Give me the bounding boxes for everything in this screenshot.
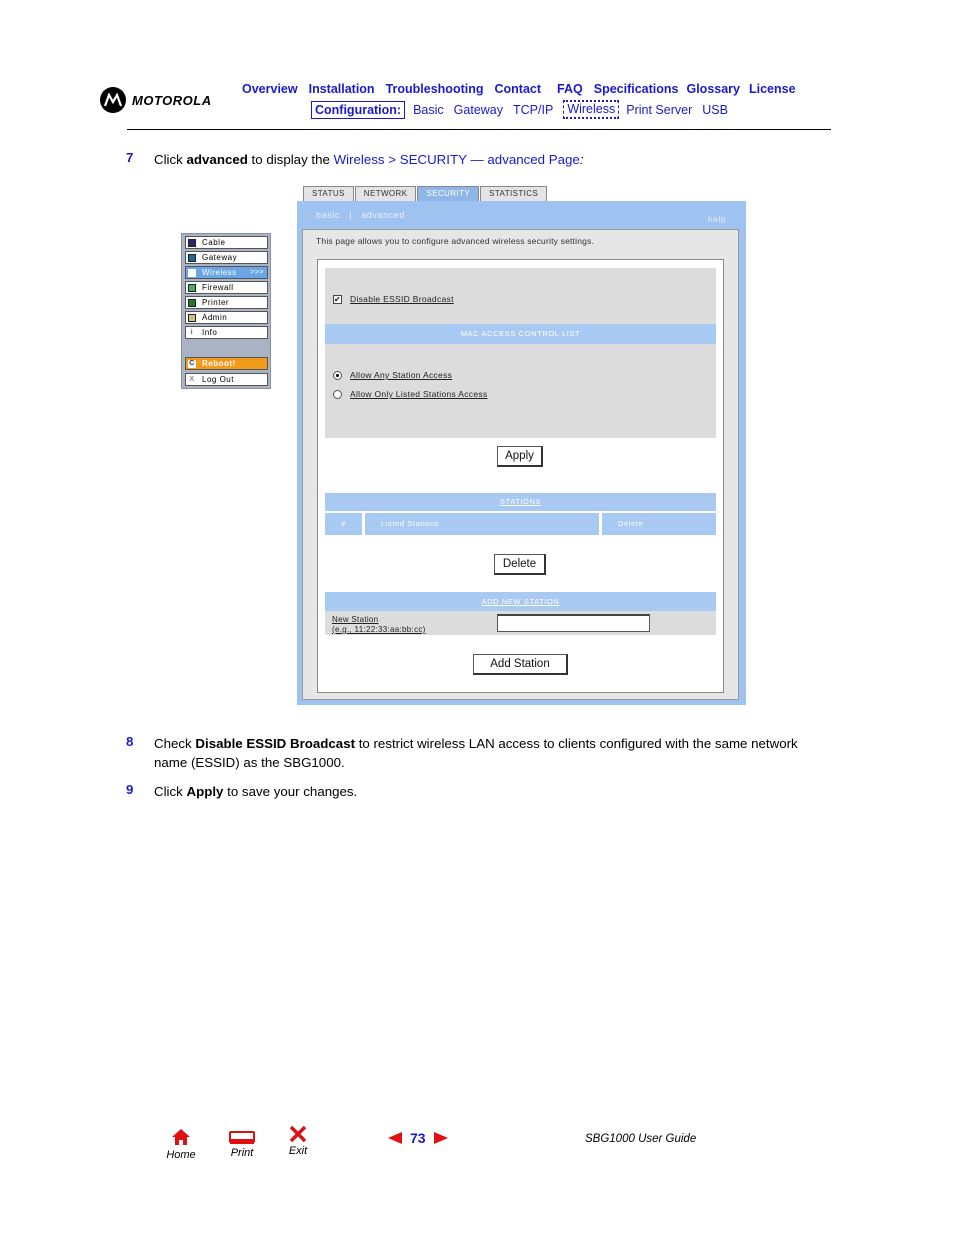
nav-troubleshooting[interactable]: Troubleshooting — [385, 82, 484, 96]
menu-label: Firewall — [202, 283, 234, 292]
home-button[interactable] — [164, 1128, 198, 1161]
tab-status[interactable]: STATUS — [303, 186, 354, 201]
square-icon — [188, 314, 196, 322]
square-icon — [188, 239, 196, 247]
tab-network[interactable]: NETWORK — [355, 186, 417, 201]
allow-any-radio[interactable] — [333, 371, 342, 380]
nav-faq[interactable]: FAQ — [557, 82, 583, 96]
page-link[interactable]: Wireless > SECURITY — advanced Page — [333, 152, 580, 167]
new-station-hint: (e.g., 11:22:33:aa:bb:cc) — [332, 625, 426, 634]
arrows-icon: >>> — [250, 269, 264, 276]
apply-button[interactable]: Apply — [497, 446, 543, 467]
reboot-icon: C — [189, 360, 195, 367]
menu-label: Admin — [202, 313, 228, 322]
next-page-icon[interactable] — [434, 1132, 448, 1144]
menu-label: Gateway — [202, 253, 238, 262]
subtab-separator: | — [349, 210, 353, 220]
step-text-part: Click — [154, 784, 187, 799]
disable-essid-checkbox[interactable]: ✔ — [334, 294, 342, 304]
exit-button[interactable] — [285, 1126, 311, 1157]
stations-header: STATIONS — [325, 493, 716, 511]
menu-label: Printer — [202, 298, 230, 307]
step-number: 7 — [126, 150, 134, 165]
info-icon: i — [188, 329, 196, 337]
header-rule — [127, 129, 831, 130]
square-icon — [188, 254, 196, 262]
menu-item-info[interactable] — [185, 326, 268, 339]
nav-license[interactable]: License — [749, 82, 796, 96]
step-bold: Disable ESSID Broadcast — [195, 736, 356, 751]
guide-title: SBG1000 User Guide — [585, 1133, 697, 1145]
add-station-header: ADD NEW STATION — [325, 592, 716, 611]
top-nav — [242, 82, 807, 96]
square-icon — [188, 269, 196, 277]
allow-listed-radio[interactable] — [333, 390, 342, 399]
column-number: # — [325, 513, 362, 535]
menu-item-wireless[interactable] — [185, 266, 268, 279]
new-station-title: New Station — [332, 615, 379, 624]
column-listed-stations: Listed Stations — [365, 513, 599, 535]
page-navigator — [388, 1130, 448, 1146]
nav-configuration[interactable]: Configuration: — [311, 101, 405, 119]
square-icon — [188, 284, 196, 292]
home-icon — [171, 1128, 191, 1146]
tab-security[interactable]: SECURITY — [417, 186, 479, 202]
allow-listed-row — [333, 389, 487, 399]
delete-button[interactable]: Delete — [494, 554, 546, 575]
step-text-part: Check — [154, 736, 196, 751]
step-number: 8 — [126, 734, 134, 749]
step-bold: advanced — [186, 152, 248, 167]
device-menu — [181, 233, 271, 389]
exit-icon — [289, 1126, 307, 1142]
menu-item-cable[interactable] — [185, 236, 268, 249]
page-number: 73 — [410, 1130, 426, 1146]
square-icon — [188, 299, 196, 307]
printer-icon — [228, 1130, 256, 1146]
step-text-part: to display the — [247, 152, 334, 167]
add-station-button[interactable]: Add Station — [473, 654, 568, 675]
tab-statistics[interactable]: STATISTICS — [480, 186, 547, 201]
menu-label: Wireless — [202, 268, 237, 277]
new-station-input[interactable] — [497, 614, 650, 632]
disable-essid-label[interactable]: Disable ESSID Broadcast — [350, 294, 454, 304]
step-text-part: to save your changes. — [223, 784, 358, 799]
nav-installation[interactable]: Installation — [308, 82, 375, 96]
menu-label: Log Out — [202, 375, 234, 384]
nav-specifications[interactable]: Specifications — [593, 82, 679, 96]
motorola-logo — [100, 87, 212, 113]
menu-label: Reboot! — [202, 359, 236, 368]
allow-any-label[interactable]: Allow Any Station Access — [350, 370, 453, 380]
help-link[interactable]: help — [708, 214, 727, 224]
print-label: Print — [230, 1147, 254, 1159]
nav-glossary[interactable]: Glossary — [686, 82, 740, 96]
step-bold: Apply — [186, 784, 224, 799]
logout-icon: X — [189, 376, 195, 383]
screen-tabs — [303, 186, 548, 201]
step-text — [154, 782, 834, 801]
nav-contact[interactable]: Contact — [494, 82, 542, 96]
new-station-label — [332, 615, 426, 635]
step-text — [154, 734, 834, 772]
menu-label: Info — [202, 328, 218, 337]
nav-basic[interactable]: Basic — [413, 102, 444, 117]
nav-overview[interactable]: Overview — [242, 82, 298, 96]
subtab-advanced[interactable]: advanced — [361, 210, 406, 220]
menu-item-firewall[interactable] — [185, 281, 268, 294]
subtab-basic[interactable]: basic — [316, 210, 341, 220]
column-delete: Delete — [602, 513, 716, 535]
nav-usb[interactable]: USB — [702, 102, 728, 117]
print-button[interactable] — [226, 1130, 258, 1159]
motorola-batwing-icon — [100, 87, 126, 113]
step-number: 9 — [126, 782, 134, 797]
disable-essid-row — [333, 294, 454, 304]
nav-gateway[interactable]: Gateway — [453, 102, 504, 117]
menu-item-reboot[interactable] — [185, 357, 268, 370]
menu-label: Cable — [202, 238, 226, 247]
allow-listed-label[interactable]: Allow Only Listed Stations Access — [350, 389, 488, 399]
nav-tcpip[interactable]: TCP/IP — [513, 102, 554, 117]
subtabs — [316, 210, 405, 220]
allow-any-row — [333, 370, 452, 380]
intro-text: This page allows you to configure advanced wireless security settings. — [316, 236, 595, 246]
brand-name: MOTOROLA — [132, 92, 212, 108]
home-label: Home — [166, 1149, 196, 1161]
exit-label: Exit — [288, 1145, 308, 1157]
sub-nav — [311, 100, 738, 119]
menu-item-logout[interactable] — [185, 373, 268, 386]
menu-item-admin[interactable] — [185, 311, 268, 324]
step-text-part: Click — [154, 152, 187, 167]
step-text-part: : — [579, 152, 584, 167]
step-text-part: to restrict wireless LAN access to clients configured with the same network name (ESSID) as the SBG1000. — [154, 736, 798, 770]
mac-header: MAC ACCESS CONTROL LIST — [325, 324, 716, 344]
menu-item-gateway[interactable] — [185, 251, 268, 264]
menu-item-printer[interactable] — [185, 296, 268, 309]
nav-print-server[interactable]: Print Server — [626, 102, 693, 117]
nav-wireless[interactable]: Wireless — [563, 100, 619, 119]
step-text — [154, 150, 834, 169]
previous-page-icon[interactable] — [388, 1132, 402, 1144]
